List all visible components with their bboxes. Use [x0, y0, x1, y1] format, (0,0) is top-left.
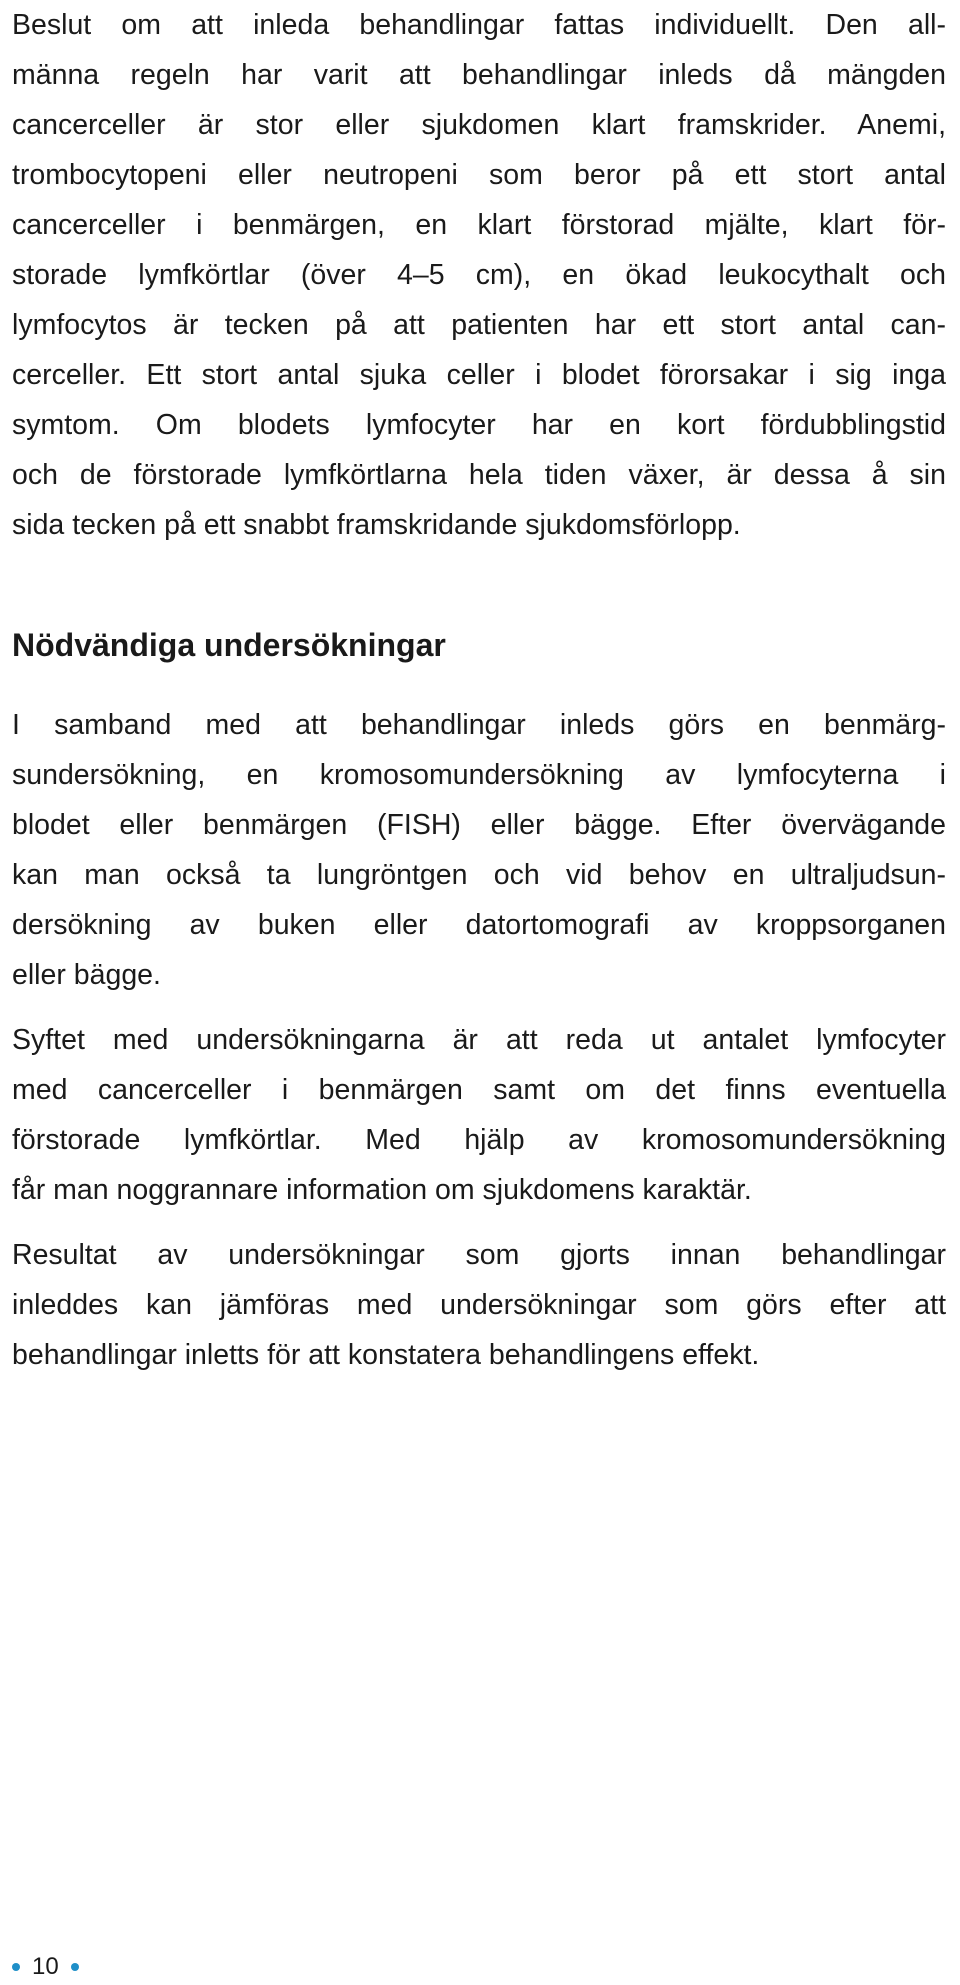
text-line: männa regeln har varit att behandlingar inleds då mängden [12, 59, 946, 91]
text-line: får man noggrannare information om sjukdomens karaktär. [12, 1174, 752, 1206]
text-line: symtom. Om blodets lymfocyter har en kort fördubblingstid [12, 409, 946, 441]
text-line: sundersökning, en kromosomundersökning av lymfocyterna i [12, 759, 946, 791]
text-line: trombocytopeni eller neutropeni som beror på ett stort antal [12, 159, 946, 191]
bullet-dot-icon [71, 1963, 79, 1971]
text-line: I samband med att behandlingar inleds görs en benmärg- [12, 709, 946, 741]
text-line: storade lymfkörtlar (över 4–5 cm), en ökad leukocythalt och [12, 259, 946, 291]
paragraph-undersokningar [12, 700, 946, 1000]
paragraph-resultat [12, 1230, 946, 1380]
text-line: Beslut om att inleda behandlingar fattas individuellt. Den all- [12, 9, 946, 41]
text-line: med cancerceller i benmärgen samt om det finns eventuella [12, 1074, 946, 1106]
text-line: förstorade lymfkörtlar. Med hjälp av kromosomundersökning [12, 1124, 946, 1156]
text-line: sida tecken på ett snabbt framskridande sjukdomsförlopp. [12, 509, 741, 541]
section-heading: Nödvändiga undersökningar [12, 627, 446, 663]
text-line: lymfocytos är tecken på att patienten har ett stort antal can- [12, 309, 946, 341]
text-line: Syftet med undersökningarna är att reda ut antalet lymfocyter [12, 1024, 946, 1056]
page-footer [12, 1952, 79, 1982]
page-number: 10 [32, 1953, 59, 1980]
text-line: och de förstorade lymfkörtlarna hela tiden växer, är dessa å sin [12, 459, 946, 491]
text-line: cancerceller är stor eller sjukdomen klart framskrider. Anemi, [12, 109, 946, 141]
paragraph-syfte [12, 1015, 946, 1215]
bullet-dot-icon [12, 1963, 20, 1971]
paragraph-behandlingsbeslut [12, 0, 946, 550]
text-line: blodet eller benmärgen (FISH) eller bägge. Efter övervägande [12, 809, 946, 841]
text-line: inleddes kan jämföras med undersökningar som görs efter att [12, 1289, 946, 1321]
text-line: cerceller. Ett stort antal sjuka celler i blodet förorsakar i sig inga [12, 359, 946, 391]
text-line: dersökning av buken eller datortomografi av kroppsorganen [12, 909, 946, 941]
text-line: behandlingar inletts för att konstatera behandlingens effekt. [12, 1339, 760, 1371]
text-line: cancerceller i benmärgen, en klart förstorad mjälte, klart för- [12, 209, 946, 241]
text-line: eller bägge. [12, 959, 161, 991]
text-line: kan man också ta lungröntgen och vid behov en ultraljudsun- [12, 859, 946, 891]
text-line: Resultat av undersökningar som gjorts innan behandlingar [12, 1239, 946, 1271]
